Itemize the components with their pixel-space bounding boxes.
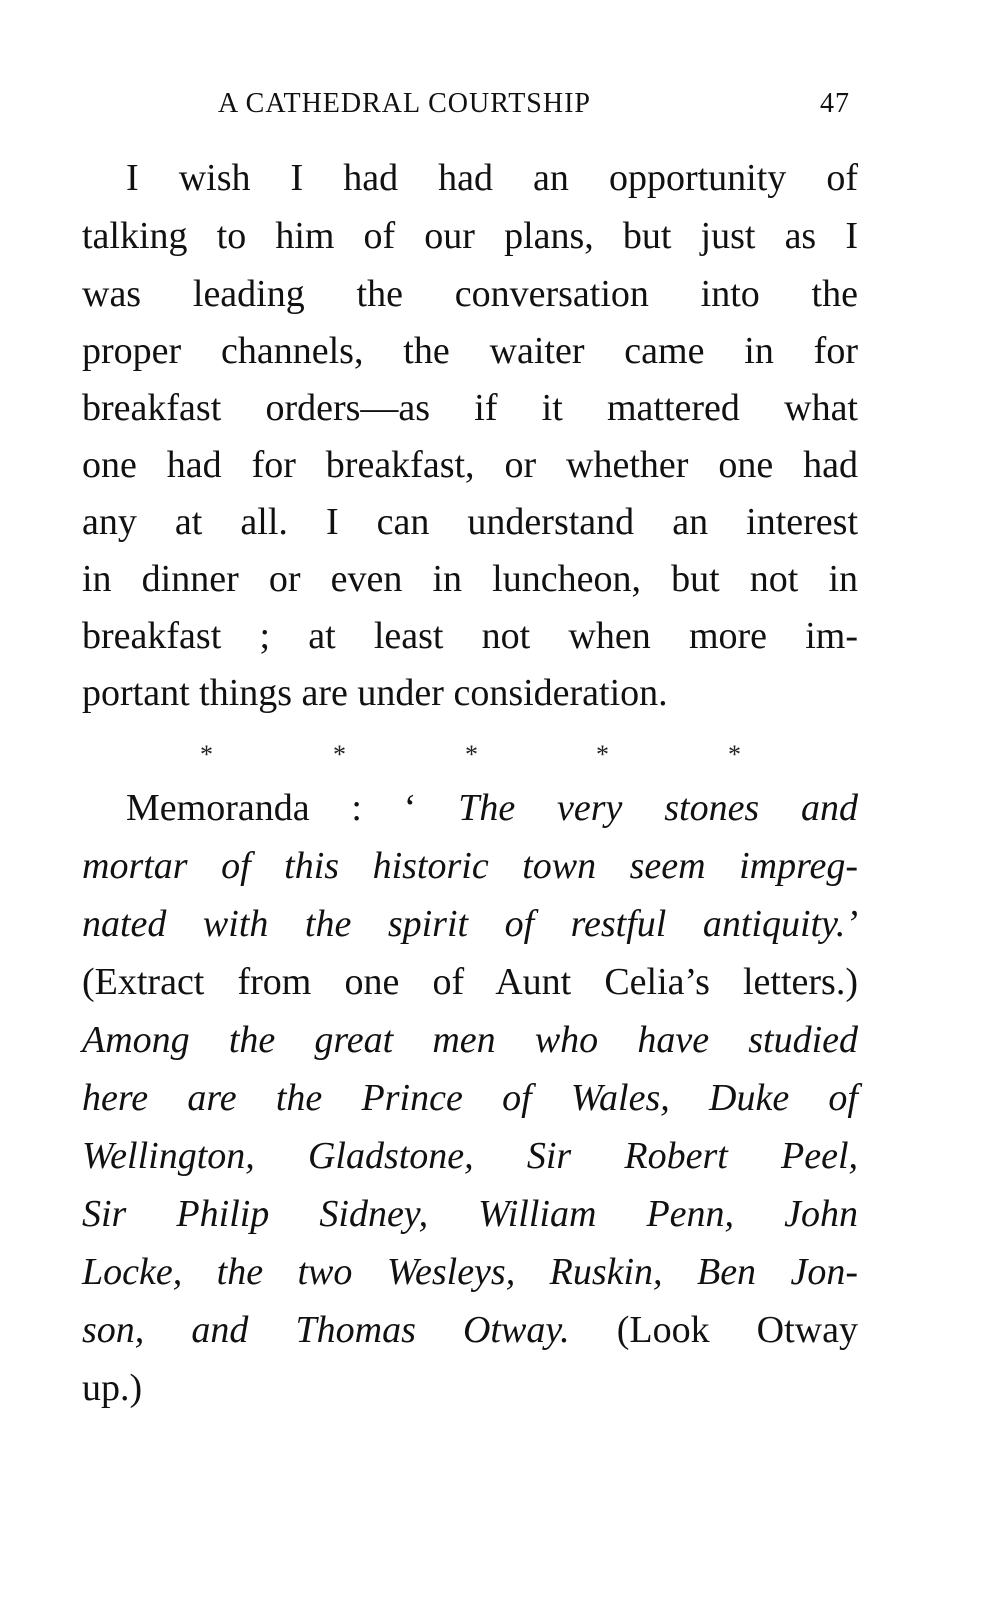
italic-line: Locke, the two Wesleys, Ruskin, Ben Jon- bbox=[82, 1251, 858, 1293]
section-separator bbox=[0, 740, 1000, 770]
text-line: any at all. I can understand an interest bbox=[82, 501, 858, 543]
text-line: (Extract from one of Aunt Celia’s letters.) bbox=[82, 961, 858, 1003]
italic-line: here are the Prince of Wales, Duke of bbox=[82, 1077, 858, 1119]
text-line: breakfast orders—as if it mattered what bbox=[82, 387, 858, 429]
text-line: in dinner or even in luncheon, but not in bbox=[82, 558, 858, 600]
page-header bbox=[0, 80, 1000, 124]
asterisk: * bbox=[596, 740, 609, 769]
text-line: talking to him of our plans, but just as I bbox=[82, 215, 858, 257]
asterisk: * bbox=[728, 740, 741, 769]
italic-line: Sir Philip Sidney, William Penn, John bbox=[82, 1193, 858, 1235]
text-line: proper channels, the waiter came in for bbox=[82, 330, 858, 372]
memoranda-line bbox=[126, 782, 858, 834]
quote-text: The very stones and bbox=[458, 787, 859, 829]
page-number: 47 bbox=[820, 88, 850, 119]
text-line: portant things are under consideration. bbox=[82, 672, 668, 714]
italic-line: Among the great men who have studied bbox=[82, 1019, 858, 1061]
quote-line: nated with the spirit of restful antiquity.’ bbox=[82, 903, 858, 945]
text-line: I wish I had had an opportunity of bbox=[126, 157, 858, 199]
text-line: one had for breakfast, or whether one had bbox=[82, 444, 858, 486]
italic-text: son, and Thomas Otway. bbox=[82, 1309, 570, 1351]
running-title: A CATHEDRAL COURTSHIP bbox=[218, 88, 591, 119]
roman-text: (Look Otway bbox=[616, 1309, 858, 1351]
asterisk: * bbox=[465, 740, 478, 769]
quote-line: mortar of this historic town seem impreg- bbox=[82, 845, 858, 887]
mixed-line bbox=[82, 1304, 858, 1356]
memoranda-label: Memoranda : ‘ bbox=[126, 787, 417, 829]
asterisk: * bbox=[333, 740, 346, 769]
asterisk: * bbox=[200, 740, 213, 769]
text-line: breakfast ; at least not when more im- bbox=[82, 615, 858, 657]
italic-line: Wellington, Gladstone, Sir Robert Peel, bbox=[82, 1135, 858, 1177]
text-line: up.) bbox=[82, 1367, 143, 1409]
text-line: was leading the conversation into the bbox=[82, 273, 858, 315]
